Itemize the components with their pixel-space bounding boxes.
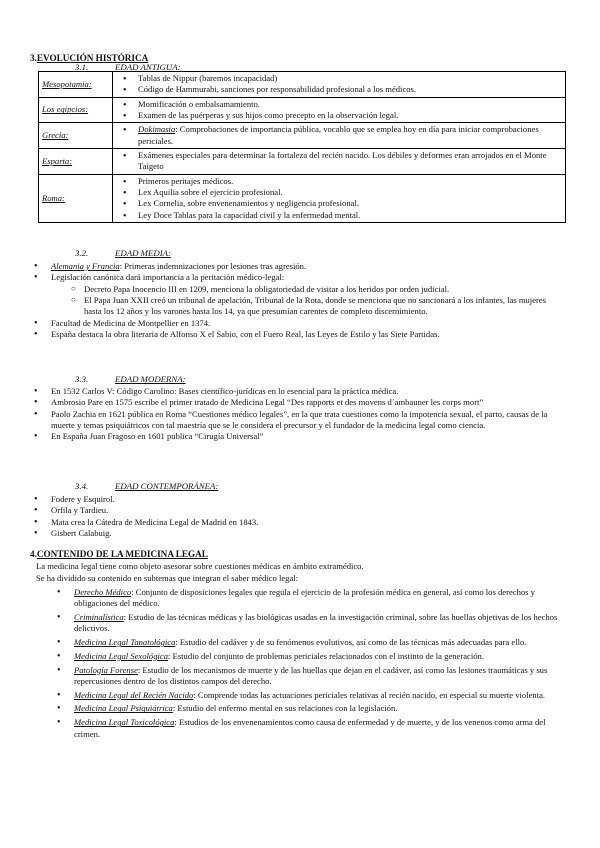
list-item: • Gisbert Calabuig. bbox=[30, 528, 562, 539]
list-item bbox=[116, 124, 562, 147]
list-item-text: Legislación canónica dará importancia a la peritación médico-legal: bbox=[51, 272, 285, 283]
list-item bbox=[53, 665, 563, 688]
sub-list-item: ○ Decreto Papa Inocencio III en 1209, menciona la obligatoriedad de visitar a los heridos por orden judicial. bbox=[51, 284, 562, 295]
list-item bbox=[53, 612, 563, 635]
list-item: • Tablas de Nippur (baremos incapacidad) bbox=[116, 73, 562, 84]
term-label: Medicina Legal Psiquiátrica bbox=[74, 703, 173, 714]
subsection-3-1-number: 3.1. bbox=[75, 62, 89, 72]
table-row bbox=[39, 72, 566, 98]
table-row bbox=[39, 149, 566, 175]
list-item: • Examen de las puérperas y sus hijos como precepto en la observación legal. bbox=[116, 110, 562, 121]
term-description: : Estudio de los mecanismos de muerte y de las huellas que dejan en el cadáver, así como las lesiones traumáticas y sus repercusiones dentro de los distintos campos del derecho. bbox=[74, 664, 548, 686]
contemporary-age-list bbox=[30, 494, 562, 539]
term-description: : Estudio del enfermo mental en sus relaciones con la legislación. bbox=[172, 703, 398, 714]
subsection-3-3-heading bbox=[75, 374, 186, 386]
term-description: : Estudio del conjunto de problemas periciales relacionados con el instinto de la generación. bbox=[168, 650, 484, 661]
list-item bbox=[53, 637, 563, 648]
list-item: • Lex Cornelia, sobre envenenamientos y negligencia profesional. bbox=[116, 198, 562, 209]
list-item bbox=[30, 261, 562, 272]
modern-age-list bbox=[30, 386, 562, 443]
term-label: Patología Forense bbox=[74, 664, 138, 675]
items-cell bbox=[113, 123, 566, 149]
section-4-number: 4. bbox=[30, 549, 37, 559]
list-item: • Lex Aquilia sobre el ejercicio profesional. bbox=[116, 187, 562, 198]
section-4-heading bbox=[30, 548, 208, 560]
subsection-3-2-heading bbox=[75, 248, 171, 260]
term-description: : Estudio del cadáver y de su fenómenos evolutivos, así como de las técnicas más adecuadas para ello. bbox=[175, 637, 527, 648]
list-item bbox=[53, 651, 563, 662]
list-item bbox=[30, 272, 562, 317]
list-item: • En España Juan Fragoso en 1601 publica “Cirugía Universal” bbox=[30, 431, 562, 442]
legal-medicine-subtopics-list bbox=[53, 587, 563, 742]
table-row bbox=[39, 97, 566, 123]
subsection-3-4-title: EDAD CONTEMPORÁNEA: bbox=[115, 481, 219, 491]
term-label: Alemania y Francia bbox=[51, 261, 120, 271]
term-label: Dokimasia bbox=[138, 124, 176, 135]
term-label: Medicina Legal Sexológica bbox=[74, 650, 169, 661]
subsection-3-4-number: 3.4. bbox=[75, 481, 89, 491]
subsection-3-2-number: 3.2. bbox=[75, 248, 89, 258]
term-label: Medicina Legal del Recién Nacido bbox=[74, 689, 194, 700]
items-cell bbox=[113, 149, 566, 175]
middle-age-list bbox=[30, 261, 562, 340]
list-item bbox=[53, 703, 563, 714]
list-item bbox=[53, 717, 563, 740]
items-cell bbox=[113, 97, 566, 123]
region-cell: Los egipcios: bbox=[39, 97, 113, 123]
intro-paragraph: La medicina legal tiene como objeto asesorar sobre cuestiones médicas en ámbito extramédico. bbox=[36, 561, 364, 571]
subsection-3-1-title: EDAD ANTIGUA: bbox=[115, 62, 181, 72]
region-cell: Roma: bbox=[39, 174, 113, 222]
subsection-3-2-title: EDAD MEDIA: bbox=[115, 248, 171, 258]
canonical-sublist bbox=[51, 284, 562, 318]
list-item: • Mata crea la Cátedra de Medicina Legal de Madrid en 1843. bbox=[30, 517, 562, 528]
term-label: Derecho Médico bbox=[74, 587, 132, 597]
term-description: : Comprende todas las actuaciones periciales relativas al recién nacido, en especial su muerte violenta. bbox=[193, 689, 546, 700]
list-item: • Código de Hammurabi, sanciones por responsabilidad profesional a los médicos. bbox=[116, 84, 562, 95]
term-description: : Comprobaciones de importancia pública, vocablo que se emplea hoy en día para iniciar comprobaciones periciales. bbox=[138, 124, 539, 146]
intro-paragraph: Se ha dividido su contenido en subtemas que integran el saber médico legal: bbox=[36, 573, 299, 583]
list-item: • Ley Doce Tablas para la capacidad civil y la enfermedad mental. bbox=[116, 210, 562, 221]
term-description: : Estudio de las técnicas médicas y las biológicas usadas en la investigación criminal, sobre las huellas objetivas de los hechos delictivos. bbox=[74, 612, 558, 634]
items-cell bbox=[113, 174, 566, 222]
region-cell: Mesopotamia: bbox=[39, 72, 113, 98]
list-item: • Fodere y Esquirol. bbox=[30, 494, 562, 505]
list-item: • Primeros peritajes médicos. bbox=[116, 176, 562, 187]
region-cell: Esparta: bbox=[39, 149, 113, 175]
region-cell: Grecia: bbox=[39, 123, 113, 149]
subsection-3-4-heading bbox=[75, 481, 218, 493]
subsection-3-3-title: EDAD MODERNA: bbox=[115, 374, 186, 384]
list-item bbox=[53, 690, 563, 701]
table-row bbox=[39, 123, 566, 149]
list-item: • Ambrosio Pare en 1575 escribe el primer tratado de Medicina Legal “Des rapports et des movens d´ambauner les corps mort” bbox=[30, 397, 562, 408]
term-label: Criminalística bbox=[74, 612, 124, 623]
term-description: : Conjunto de disposiciones legales que regula el ejercicio de la profesión médica en general, así como los derechos y obligaciones del médico. bbox=[74, 587, 535, 609]
term-description: : Estudios de los envenenamientos como causa de enfermedad y de muerte, y de los venenos como arma del crimen. bbox=[74, 717, 546, 739]
list-item: • Facultad de Medicina de Montpellier en 1374. bbox=[30, 318, 562, 329]
list-item bbox=[53, 587, 563, 610]
list-item: • España destaca la obra literaria de Alfonso X el Sabio, con el Fuero Real, las Leyes de Estilo y las Siete Partidas. bbox=[30, 329, 562, 340]
list-item: • Momificación o embalsamamiento. bbox=[116, 99, 562, 110]
term-label: Medicina Legal Tanatológica bbox=[74, 637, 176, 648]
section-3-title: EVOLUCIÓN HISTÓRICA bbox=[36, 53, 149, 63]
list-item: • Orfila y Tardieu. bbox=[30, 505, 562, 516]
items-cell bbox=[113, 72, 566, 98]
table-row bbox=[39, 174, 566, 222]
sub-list-item: ○ El Papa Juan XXII creó un tribunal de apelación, Tribunal de la Rota, donde se menciona que no sancionará a los infantes, las mujeres hasta los 12 años y los varones hasta los 14, ya que presumían carentes de completo discernimiento. bbox=[51, 295, 562, 318]
term-description: : Primeras indemnizaciones por lesiones tras agresión. bbox=[119, 261, 307, 271]
term-label: Medicina Legal Toxicológica bbox=[74, 717, 175, 728]
section-4-title: CONTENIDO DE LA MEDICINA LEGAL bbox=[36, 549, 208, 559]
list-item: • Paolo Zachia en 1621 pública en Roma “Cuestiones médico legales”, en la que trata cuestiones como la impotencia sexual, el parto, causas de la muerte y temas psiquiátricos con tal maestría que se le considera el precursor y el fundador de la medicina legal como ciencia. bbox=[30, 409, 562, 432]
section-3-number: 3. bbox=[30, 53, 37, 63]
ancient-age-table bbox=[38, 71, 566, 223]
list-item: • En 1532 Carlos V: Código Carolino: Bases científico-jurídicas en lo esencial para la práctica médica. bbox=[30, 386, 562, 397]
subsection-3-3-number: 3.3. bbox=[75, 374, 89, 384]
list-item: • Exámenes especiales para determinar la fortaleza del recién nacido. Los débiles y deformes eran arrojados en el Monte Taigeto bbox=[116, 150, 562, 173]
